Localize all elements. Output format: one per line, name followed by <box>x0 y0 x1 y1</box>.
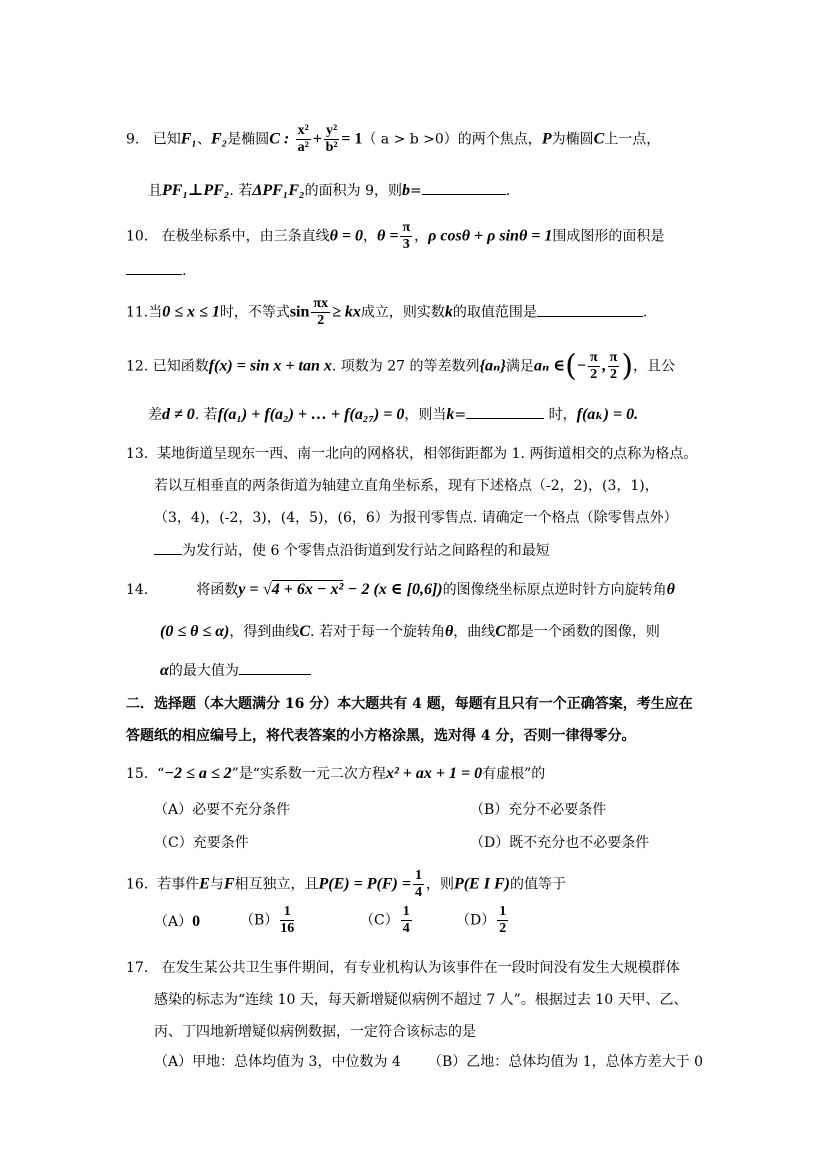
option-b-fraction <box>280 904 294 937</box>
frac-num: π <box>402 220 411 235</box>
q17-text: 在发生某公共卫生事件期间，有专业机构认为该事件在一段时间没有发生大规模群体 <box>161 960 680 976</box>
q11-text: 的取值范围是 <box>452 304 537 321</box>
math-curve: C : <box>269 130 290 148</box>
frac-num: y² <box>326 123 338 138</box>
q17-text: 感染的标志为“连续 10 天，每天新增疑似病例不超过 7 人”。根据过去 10 天甲、乙、 <box>154 992 688 1008</box>
q9-text: 是椭圆 <box>227 131 270 148</box>
q11-number: 11. <box>126 304 149 321</box>
fraction-pi-3 <box>400 220 412 253</box>
option-a-label: （A）必要不充分条件 <box>154 802 291 818</box>
math-f1: F₁ <box>180 130 197 148</box>
q9-line2 <box>148 180 510 201</box>
frac-num: 1 <box>414 868 422 883</box>
q13-line2 <box>154 476 659 496</box>
frac-den: 4 <box>414 885 422 900</box>
fraction-pi-2 <box>588 350 600 383</box>
q10-text: 在极坐标系中，由三条直线 <box>161 228 330 245</box>
q13-text: 某地街道呈现东一西、南一北向的网格状，相邻街距都为 1. 两街道相交的点称为格点。 <box>157 446 698 462</box>
answer-blank[interactable] <box>422 180 506 195</box>
option-c-label: （C） <box>360 912 399 929</box>
q9-text: 已知 <box>152 131 181 148</box>
q14-text: ，曲线 <box>453 624 496 640</box>
math-e: E <box>199 875 210 893</box>
option-b-label: （B）充分不必要条件 <box>470 802 607 818</box>
q14-text: ，得到曲线 <box>229 624 300 640</box>
paren-right: ) <box>621 348 634 384</box>
frac-num: 1 <box>499 904 507 919</box>
frac-den: 4 <box>402 921 410 936</box>
frac-den: 2 <box>590 367 598 382</box>
q14-text: 的图像绕坐标原点逆时针方向旋转角 <box>442 582 667 598</box>
math-c: C <box>593 130 605 148</box>
q9-number: 9. <box>126 131 140 148</box>
q17-text: 丙、丁四地新增疑似病例数据，一定符合该标志的是 <box>154 1024 476 1040</box>
option-a-label: （A）甲地：总体均值为 3，中位数为 4 <box>154 1054 401 1070</box>
paren-left: ( <box>565 348 577 384</box>
q16-option-c[interactable] <box>360 904 414 937</box>
q13-line3 <box>154 508 678 528</box>
math-domain: − 2 (x ∈ [0,6]) <box>347 581 443 598</box>
math-range: 0 ≤ x ≤ 1 <box>162 303 220 321</box>
math-an-in: aₙ ∈ <box>533 357 566 375</box>
q16-option-b[interactable] <box>240 904 296 937</box>
fraction-1-4 <box>413 868 424 901</box>
answer-blank[interactable] <box>154 540 182 555</box>
math-pf1: PF₁ <box>162 182 189 199</box>
fraction-pix-2 <box>311 296 330 329</box>
q13-number: 13. <box>126 446 149 462</box>
q12-text: . 项数为 27 的等差数列 <box>331 358 480 375</box>
q9-text: . 若 <box>229 183 253 199</box>
answer-blank[interactable] <box>466 404 544 419</box>
q14-text: 都是一个函数的图像，则 <box>505 624 660 640</box>
q14-line3 <box>160 660 311 681</box>
q9-sep: 、 <box>196 131 211 148</box>
frac-num: πx <box>313 296 329 311</box>
frac-den: 2 <box>609 367 617 382</box>
option-b-label: （B）乙地：总体均值为 1，总体方差大于 0 <box>428 1054 704 1070</box>
section2-heading-line2 <box>126 726 636 746</box>
q9-text: 上一点， <box>604 131 661 148</box>
math-function: f(x) = sin x + tan x <box>208 357 332 375</box>
math-c: C <box>299 623 311 640</box>
math-neg: − <box>576 357 586 375</box>
answer-blank[interactable] <box>537 302 643 317</box>
math-d: d ≠ 0 <box>162 406 195 423</box>
q14-text: 的最大值为 <box>168 663 239 679</box>
q14-line1 <box>126 580 675 600</box>
q11-text: 成立，则实数 <box>360 304 445 321</box>
q12-number: 12. <box>126 358 149 375</box>
option-c-label: （C）充要条件 <box>154 835 249 851</box>
q14-line2 <box>160 622 660 642</box>
q16-text: 若事件 <box>157 876 200 893</box>
fraction-y2-b2 <box>324 123 339 156</box>
option-a-value: 0 <box>192 913 201 930</box>
q9-text: 为椭圆 <box>551 131 594 148</box>
q16-text: ，则 <box>425 876 454 893</box>
q13-line4 <box>154 540 550 561</box>
section2-text: 答题纸的相应编号上，将代表答案的小方格涂黑，选对得 4 分，否则一律得零分。 <box>126 728 636 744</box>
q9-text: . <box>505 183 511 199</box>
q12-line1 <box>126 350 675 383</box>
q10-text: . <box>182 263 187 279</box>
math-f: F <box>223 875 235 893</box>
q15-option-a[interactable] <box>154 800 290 820</box>
q17-number: 17. <box>126 960 149 976</box>
math-quadratic: x² + ax + 1 = 0 <box>385 765 483 782</box>
frac-num: 1 <box>280 904 294 921</box>
q15-number: 15. <box>126 766 149 782</box>
q11-text: 当 <box>148 304 163 321</box>
q12-text: 时， <box>548 407 577 423</box>
math-c: C <box>495 623 506 640</box>
q13-text: （3，4)，(-2，3)，(4，5)，(6，6）为报刊零售点. 请确定一个格点（除零售点外） <box>154 510 678 526</box>
q17-line1 <box>126 958 680 978</box>
math-polar-line: ρ cosθ + ρ sinθ = 1 <box>428 227 553 245</box>
math-radicand: 4 + 6x − x² <box>271 581 344 598</box>
q10-text: ， <box>363 228 378 245</box>
q17-option-a[interactable] <box>154 1052 401 1072</box>
q15-text: “ <box>157 766 165 782</box>
q11-line <box>126 296 647 329</box>
option-d-label: （D） <box>456 912 496 929</box>
q15-text: 有虚根”的 <box>482 766 546 782</box>
math-comma: , <box>601 357 606 375</box>
math-sum: f(a₁) + f(a₂) + … + f(a₂₇) = 0 <box>217 406 405 423</box>
q12-text: 满足 <box>505 358 534 375</box>
q14-number: 14. <box>126 582 149 598</box>
q9-condition: （ a > b >0）的两个焦点， <box>362 131 542 148</box>
q16-line <box>126 868 566 901</box>
q14-text: . 若对于每一个旋转角 <box>310 624 445 640</box>
q17-option-b[interactable] <box>428 1052 703 1072</box>
q15-text: ”是“实系数一元二次方程 <box>231 766 386 782</box>
q13-text: 若以互相垂直的两条街道为轴建立直角坐标系，现有下述格点（-2，2)，(3，1)， <box>154 478 659 494</box>
option-d-label: （D）既不充分也不必要条件 <box>470 835 650 851</box>
q16-text: 相互独立，且 <box>234 876 319 893</box>
q10-number: 10. <box>126 228 149 245</box>
q13-text: 为发行站，使 6 个零售点沿街道到发行站之间路程的和最短 <box>182 543 550 559</box>
math-pef: P(E I F) <box>453 875 510 893</box>
answer-blank[interactable] <box>239 660 311 675</box>
q14-text: 将函数 <box>196 582 239 598</box>
math-theta: θ <box>666 581 675 598</box>
math-sequence: {aₙ} <box>479 357 506 375</box>
math-a-range: −2 ≤ a ≤ 2 <box>164 765 232 782</box>
frac-den: a² <box>297 140 309 155</box>
answer-blank[interactable] <box>126 260 182 275</box>
q9-text: 的面积为 9，则 <box>304 183 402 199</box>
fraction-pi-2 <box>608 350 620 383</box>
q16-number: 16. <box>126 876 149 893</box>
math-y: y = <box>238 581 259 598</box>
q13-line1 <box>126 444 697 464</box>
math-k: k <box>444 303 453 321</box>
option-b-label: （B） <box>240 912 279 929</box>
q15-option-b[interactable] <box>470 800 606 820</box>
q17-line3 <box>154 1022 476 1042</box>
q11-text: 时，不等式 <box>219 304 290 321</box>
math-pf2: PF₂ <box>203 182 230 199</box>
math-perp: ⊥ <box>188 182 204 199</box>
math-b: b <box>402 182 410 199</box>
q12-text: 差 <box>148 407 162 423</box>
math-eq: = 1 <box>341 130 363 148</box>
math-fak: f(aₖ) = 0. <box>576 406 639 423</box>
q12-text: ，则当 <box>404 407 447 423</box>
fraction-x2-a2 <box>296 123 311 156</box>
q9-text: 且 <box>148 183 162 199</box>
math-f2: F₂ <box>210 130 228 148</box>
math-theta-range: (0 ≤ θ ≤ α) <box>160 623 230 640</box>
frac-num: π <box>609 350 618 365</box>
q17-line2 <box>154 990 688 1010</box>
math-probability: P(E) = P(F) = <box>318 875 411 893</box>
math-sin: sin <box>289 303 310 321</box>
section2-text: 二．选择题（本大题满分 16 分）本大题共有 4 题，每题有且只有一个正确答案，考生应在 <box>126 696 693 712</box>
q12-text: . 若 <box>194 407 218 423</box>
sqrt-sign: √ <box>262 581 272 598</box>
q15-option-c[interactable] <box>154 833 249 853</box>
math-p: P <box>541 130 552 148</box>
q16-option-a[interactable] <box>154 912 200 932</box>
frac-den: 2 <box>499 921 507 936</box>
frac-num: π <box>589 350 598 365</box>
math-triangle: ΔPF₁F₂ <box>252 182 305 199</box>
q15-option-d[interactable] <box>470 833 649 853</box>
frac-den: 2 <box>317 313 325 328</box>
math-plus: + <box>312 130 322 148</box>
q10-text: 围成图形的面积是 <box>552 228 665 245</box>
q12-text: ，且公 <box>633 358 676 375</box>
frac-num: x² <box>297 123 309 138</box>
option-a-label: （A） <box>154 914 193 930</box>
q16-text: 与 <box>209 876 224 893</box>
q16-option-d[interactable] <box>456 904 510 937</box>
option-d-fraction <box>497 904 508 937</box>
math-theta: θ <box>444 623 454 640</box>
q16-text: 的值等于 <box>509 876 566 893</box>
frac-num: 1 <box>402 904 410 919</box>
q12-text: = <box>454 407 467 423</box>
frac-den: b² <box>325 140 338 155</box>
math-k: k <box>446 406 455 423</box>
q9-line1 <box>126 123 660 156</box>
frac-den: 16 <box>280 921 295 936</box>
q10-text: ， <box>414 228 429 245</box>
q9-text: = <box>410 183 422 199</box>
q11-text: . <box>642 304 648 321</box>
math-theta-0: θ = 0 <box>329 227 364 245</box>
q12-text: 已知函数 <box>152 358 209 375</box>
q10-line1 <box>126 220 664 253</box>
q12-line2 <box>148 404 638 425</box>
q10-line2 <box>126 260 186 281</box>
q15-line <box>126 764 545 784</box>
option-c-fraction <box>401 904 412 937</box>
math-alpha: α <box>160 662 169 679</box>
section2-heading-line1 <box>126 694 693 714</box>
math-ge-kx: ≥ kx <box>332 303 361 321</box>
math-theta: θ = <box>377 227 399 245</box>
frac-den: 3 <box>402 237 410 252</box>
